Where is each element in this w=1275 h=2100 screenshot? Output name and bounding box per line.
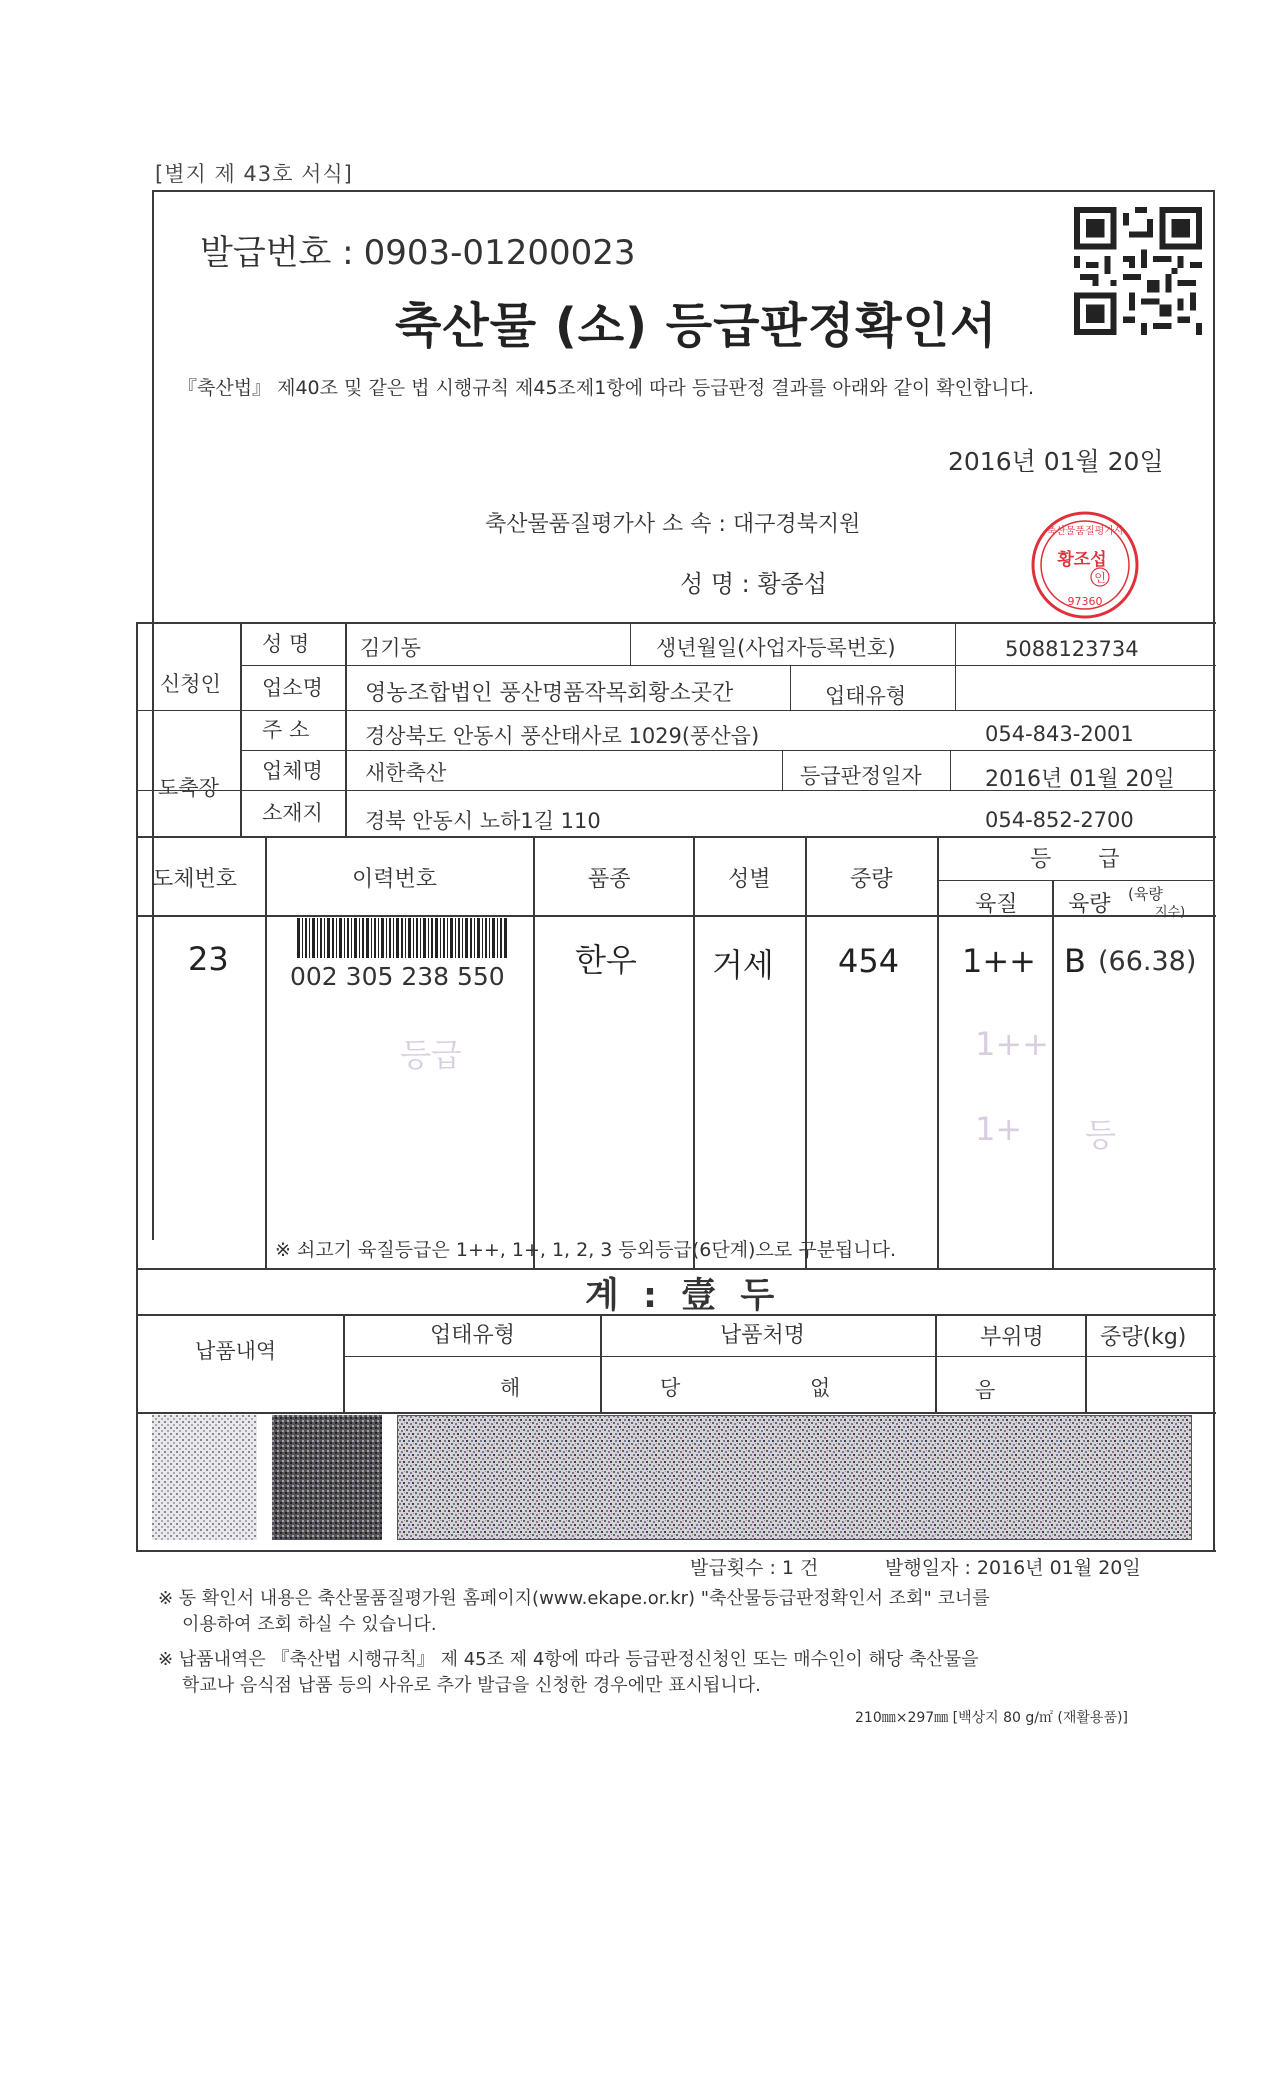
document-title: 축산물 (소) 등급판정확인서 xyxy=(395,298,998,354)
meat-yield-header: 육량 xyxy=(1068,892,1111,917)
address: 경상북도 안동시 풍산태사로 1029(풍산읍) xyxy=(365,724,760,748)
slaughterhouse-section-label: 도축장 xyxy=(158,776,219,800)
footer-note-2: ※ 납품내역은 『축산법 시행규칙』 제 45조 제 4항에 따라 등급판정신청인 또는 매수인이 해당 축산물을 xyxy=(158,1649,979,1670)
birth-label: 생년월일(사업자등록번호) xyxy=(656,636,896,660)
form-number-label: [별지 제 43호 서식] xyxy=(155,162,353,186)
breed: 한우 xyxy=(575,941,637,979)
delivery-biz-type-header: 업태유형 xyxy=(430,1323,516,1348)
address-label: 주 소 xyxy=(262,718,310,742)
intro-text: 『축산법』 제40조 및 같은 법 시행규칙 제45조제1항에 따라 등급판정 결과를 아래와 같이 확인합니다. xyxy=(178,377,1035,399)
delivery-part-header: 부위명 xyxy=(980,1325,1044,1350)
weight-header: 중량 xyxy=(850,867,893,892)
footer-issue-date: 발행일자 : 2016년 01월 20일 xyxy=(885,1557,1141,1579)
carcass-no: 23 xyxy=(188,940,229,978)
delivery-weight-header: 중량(kg) xyxy=(1100,1325,1187,1350)
trace-number: 002 305 238 550 xyxy=(290,962,505,991)
delivery-value: 음 xyxy=(975,1378,996,1402)
security-pattern-2 xyxy=(272,1415,382,1540)
applicant-section-label: 신청인 xyxy=(160,672,221,696)
applicant-name: 김기동 xyxy=(360,636,421,660)
sex: 거세 xyxy=(712,946,774,984)
svg-text:97360: 97360 xyxy=(1067,595,1103,608)
meat-yield-grade: B xyxy=(1064,942,1086,980)
company-label: 업소명 xyxy=(262,676,323,700)
issue-number-label: 발급번호 : xyxy=(200,233,354,273)
delivery-section-label: 납품내역 xyxy=(195,1339,277,1363)
issue-count: 발급횟수 : 1 건 xyxy=(690,1557,819,1579)
yield-index: (66.38) xyxy=(1098,946,1197,977)
delivery-value: 없 xyxy=(810,1376,831,1400)
meat-quality-header: 육질 xyxy=(975,892,1018,917)
biz-type-label: 업태유형 xyxy=(825,684,907,708)
security-pattern-1 xyxy=(152,1415,257,1540)
slaughterhouse-name-label: 업체명 xyxy=(262,759,323,783)
watermark-text: 등급 xyxy=(400,1036,462,1074)
grade-note: ※ 쇠고기 육질등급은 1++, 1+, 1, 2, 3 등외등급(6단계)으로 구분됩니다. xyxy=(275,1239,897,1261)
issue-date: 2016년 01월 20일 xyxy=(948,447,1164,476)
birth-number: 5088123734 xyxy=(1005,637,1139,661)
watermark-text: 1++ xyxy=(975,1025,1049,1063)
issue-number xyxy=(200,225,636,274)
trace-no-header: 이력번호 xyxy=(352,867,438,892)
slaughterhouse-name: 새한축산 xyxy=(365,761,447,785)
meat-quality-grade: 1++ xyxy=(962,942,1036,980)
weight: 454 xyxy=(838,942,900,980)
company-name: 영농조합법인 풍산명품작목회황소곳간 xyxy=(365,681,734,706)
svg-text:축산물품질평가사: 축산물품질평가사 xyxy=(1046,526,1124,537)
footer-note-1: ※ 동 확인서 내용은 축산물품질평가원 홈페이지(www.ekape.or.kr) "축산물등급판정확인서 조회" 코너를 xyxy=(158,1588,990,1609)
total-count: 계 : 壹 두 xyxy=(585,1276,781,1316)
trace-barcode xyxy=(297,918,507,958)
paper-spec: 210㎜×297㎜ [백상지 80 g/㎡ (재활용품)] xyxy=(855,1710,1128,1726)
grader-affiliation: 축산물품질평가사 소 속 : 대구경북지원 xyxy=(485,512,861,537)
issue-number-value: 0903-01200023 xyxy=(363,233,636,273)
slaughterhouse-phone: 054-852-2700 xyxy=(985,808,1134,832)
official-seal-stamp xyxy=(1030,510,1140,620)
sex-header: 성별 xyxy=(728,867,771,892)
watermark-text: 1+ xyxy=(975,1110,1023,1148)
yield-index-header-top: (육량 xyxy=(1128,885,1163,903)
delivery-recipient-header: 납품처명 xyxy=(720,1323,806,1348)
slaughterhouse-location: 경북 안동시 노하1길 110 xyxy=(365,809,601,833)
svg-text:황조섭: 황조섭 xyxy=(1057,550,1107,570)
yield-index-header-bottom: 지수) xyxy=(1155,905,1186,920)
grader-name: 성 명 : 황종섭 xyxy=(680,570,827,598)
svg-text:인: 인 xyxy=(1094,571,1106,585)
applicant-phone: 054-843-2001 xyxy=(985,722,1134,746)
grade-header: 등 급 xyxy=(1030,847,1140,872)
qr-code xyxy=(1074,207,1202,335)
footer-note-2-cont: 학교나 음식점 납품 등의 사유로 추가 발급을 신청한 경우에만 표시됩니다. xyxy=(182,1675,761,1696)
location-label: 소재지 xyxy=(262,801,323,825)
security-pattern-3 xyxy=(397,1415,1192,1540)
applicant-name-label: 성 명 xyxy=(262,632,310,656)
watermark-text: 등 xyxy=(1085,1116,1116,1154)
breed-header: 품종 xyxy=(588,867,631,892)
delivery-value: 해 xyxy=(500,1376,521,1400)
carcass-no-header: 도체번호 xyxy=(152,867,238,892)
footer-note-1-cont: 이용하여 조회 하실 수 있습니다. xyxy=(182,1614,437,1635)
delivery-value: 당 xyxy=(660,1376,681,1400)
grade-date: 2016년 01월 20일 xyxy=(985,767,1175,792)
grade-date-label: 등급판정일자 xyxy=(800,764,922,788)
